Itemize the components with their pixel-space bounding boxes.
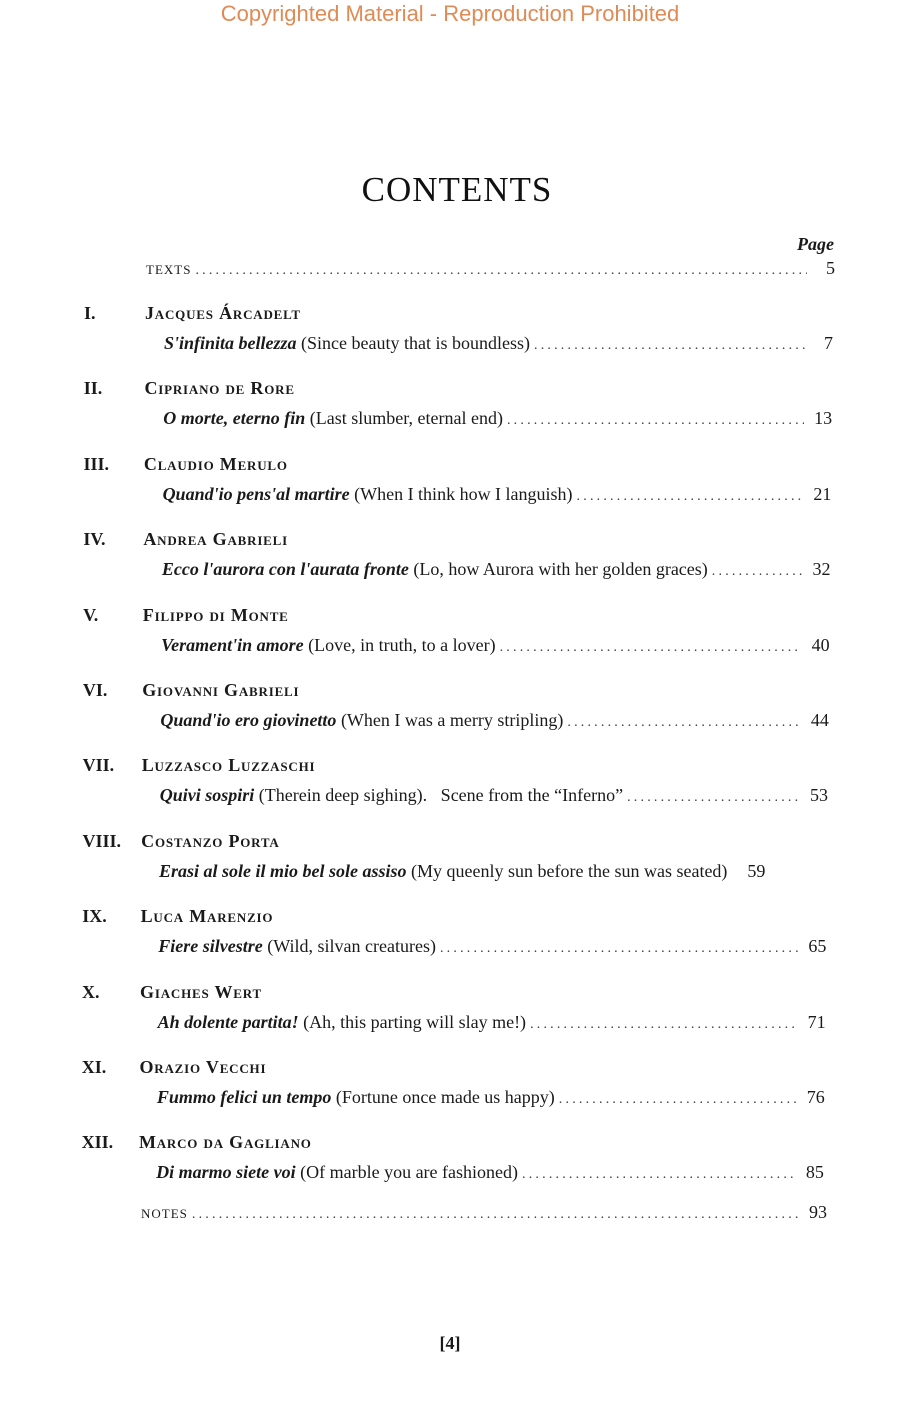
entry-roman-numeral: V. <box>83 604 99 625</box>
entry-work-line <box>159 861 827 885</box>
entry-work-line <box>163 408 832 432</box>
dot-leader <box>507 413 804 429</box>
entry-page-number: 76 <box>806 1087 825 1107</box>
entry-work-translation: (Wild, silvan creatures) <box>262 936 436 957</box>
entry-roman-numeral: VII. <box>82 755 115 776</box>
entry-work-line <box>162 559 831 583</box>
entry-work-line <box>163 484 832 508</box>
entry-page-number: 59 <box>747 860 766 881</box>
entry-work-text <box>164 333 530 354</box>
entry-composer: Andrea Gabrieli <box>143 529 288 550</box>
entry-work-text <box>160 785 623 806</box>
entry-work-text <box>156 1162 518 1183</box>
page-folio: [4] <box>439 1333 461 1353</box>
entry-composer: Luzzasco Luzzaschi <box>141 755 316 776</box>
notes-page-number: 93 <box>809 1202 827 1222</box>
entry-work-translation: (Last slumber, eternal end) <box>305 408 503 429</box>
entry-composer: Filippo di Monte <box>142 604 289 625</box>
dot-leader <box>522 1167 796 1183</box>
entry-roman-numeral: II. <box>83 378 103 399</box>
entry-page-number: 40 <box>811 634 830 655</box>
entry-work-text <box>159 861 727 882</box>
entry-work-title: Ecco l'aurora con l'aurata fronte <box>161 559 409 580</box>
entry-work-text <box>158 1012 527 1033</box>
entry-roman-numeral: XII. <box>81 1132 114 1153</box>
notes-label: NOTES <box>141 1206 188 1221</box>
entry-roman-numeral: VIII. <box>82 830 121 851</box>
entry-page-number: 7 <box>824 333 833 353</box>
entry-composer: Cipriano de Rore <box>144 378 295 399</box>
entry-work-title: Erasi al sole il mio bel sole assiso <box>158 860 407 881</box>
entry-page-number: 21 <box>813 483 832 504</box>
entry-work-text <box>162 559 708 580</box>
entry-work-translation: (Since beauty that is boundless) <box>296 333 530 353</box>
entry-composer: Luca Marenzio <box>140 906 274 927</box>
entry-roman-numeral: I. <box>84 303 96 323</box>
entry-work-translation: (Lo, how Aurora with her golden graces) <box>408 559 708 580</box>
entry-work-translation: (Ah, this parting will slay me!) <box>298 1011 527 1032</box>
dot-leader <box>440 941 798 957</box>
entry-work-title: Ah dolente partita! <box>157 1011 299 1032</box>
page-title: CONTENTS <box>361 170 553 209</box>
entry-composer: Giovanni Gabrieli <box>142 680 300 700</box>
entry-page-number: 53 <box>810 785 829 806</box>
entry-work-title: S'infinita bellezza <box>164 333 297 353</box>
entry-roman-numeral: X. <box>82 981 100 1002</box>
entry-work-translation: (Therein deep sighing). Scene from the “Inferno” <box>254 785 624 806</box>
entry-composer: Claudio Merulo <box>143 453 288 474</box>
dot-leader <box>712 564 803 580</box>
entry-page-number: 71 <box>807 1011 826 1032</box>
entry-page-number: 85 <box>805 1162 824 1183</box>
entry-work-title: Di marmo siete voi <box>156 1162 296 1183</box>
page-column-heading: Page <box>797 234 834 254</box>
entry-roman-numeral: VI. <box>82 680 108 700</box>
entry-composer: Costanzo Porta <box>141 830 280 851</box>
entry-work-line <box>160 710 828 734</box>
entry-work-line <box>156 1162 824 1186</box>
dot-leader <box>534 338 805 354</box>
entry-work-text <box>160 710 563 731</box>
entry-work-translation: (Love, in truth, to a lover) <box>303 634 496 655</box>
entry-work-title: Fummo felici un tempo <box>156 1087 332 1107</box>
entry-work-text <box>157 1087 555 1108</box>
entry-work-title: Quand'io pens'al martire <box>162 483 350 504</box>
entry-roman-numeral: XI. <box>81 1057 107 1077</box>
texts-page-number: 5 <box>826 258 835 278</box>
entry-work-title: Fiere silvestre <box>158 936 263 957</box>
copyright-watermark: Copyrighted Material - Reproduction Prohibited <box>220 1 680 26</box>
entry-roman-numeral: III. <box>83 453 110 474</box>
entry-work-line <box>160 785 828 809</box>
entry-work-line <box>158 936 826 960</box>
entry-roman-numeral: IX. <box>82 906 107 927</box>
dot-leader <box>500 640 802 656</box>
entry-work-translation: (When I was a merry stripling) <box>336 710 564 730</box>
entry-page-number: 13 <box>814 408 833 429</box>
entry-composer: Jacques Árcadelt <box>145 303 301 323</box>
entry-composer: Marco da Gagliano <box>138 1132 312 1153</box>
entry-work-title: Quivi sospiri <box>159 785 255 806</box>
entry-work-text <box>158 936 436 957</box>
entry-work-line <box>158 1012 826 1036</box>
entry-work-title: Quand'io ero giovinetto <box>160 710 337 730</box>
entry-work-translation: (My queenly sun before the sun was seated) <box>406 860 728 881</box>
entry-work-translation: (Of marble you are fashioned) <box>295 1162 519 1183</box>
toc-notes-line <box>141 1202 827 1226</box>
entry-work-translation: (Fortune once made us happy) <box>331 1087 555 1107</box>
entry-work-line <box>164 333 833 357</box>
entry-work-line <box>157 1087 825 1111</box>
dot-leader <box>577 489 804 505</box>
dot-leader <box>627 790 800 806</box>
toc-texts-line <box>146 258 835 282</box>
entry-work-title: O morte, eterno fin <box>163 408 306 429</box>
dot-leader <box>530 1017 798 1033</box>
entry-page-number: 65 <box>808 936 827 957</box>
entry-work-line <box>161 635 830 659</box>
texts-label: TEXTS <box>146 262 192 277</box>
entry-composer: Orazio Vecchi <box>139 1057 267 1077</box>
entry-work-text <box>161 635 495 656</box>
entry-page-number: 32 <box>812 559 831 580</box>
entry-composer: Giaches Wert <box>140 981 262 1002</box>
dot-leader <box>567 715 800 731</box>
dot-leader <box>195 263 807 279</box>
entry-work-translation: (When I think how I languish) <box>349 483 573 504</box>
dot-leader <box>192 1207 799 1223</box>
entry-work-text <box>163 484 573 505</box>
dot-leader <box>559 1092 797 1108</box>
entry-roman-numeral: IV. <box>83 529 106 550</box>
entry-page-number: 44 <box>810 710 829 730</box>
entry-work-text <box>163 408 503 429</box>
entry-work-title: Verament'in amore <box>161 634 304 655</box>
